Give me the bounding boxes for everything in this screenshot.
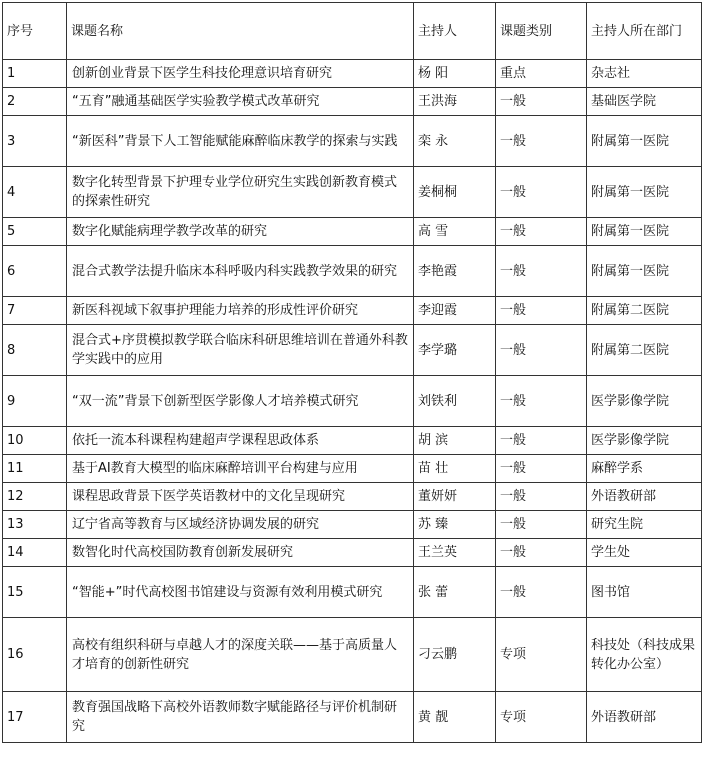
cell-category: 一般 xyxy=(496,567,587,618)
cell-title: 混合式教学法提升临床本科呼吸内科实践教学效果的研究 xyxy=(67,246,414,297)
cell-title: 数字化赋能病理学教学改革的研究 xyxy=(67,218,414,246)
cell-no: 8 xyxy=(3,325,67,376)
cell-no: 10 xyxy=(3,427,67,455)
cell-category: 重点 xyxy=(496,60,587,88)
cell-host: 刘铁利 xyxy=(414,376,496,427)
table-row xyxy=(3,246,702,297)
cell-host: 苏 臻 xyxy=(414,511,496,539)
cell-department: 附属第二医院 xyxy=(587,325,702,376)
cell-category: 一般 xyxy=(496,539,587,567)
cell-no: 17 xyxy=(3,692,67,743)
cell-host: 姜桐桐 xyxy=(414,167,496,218)
cell-no: 12 xyxy=(3,483,67,511)
table-row xyxy=(3,618,702,692)
cell-department: 杂志社 xyxy=(587,60,702,88)
header-category: 课题类别 xyxy=(496,3,587,60)
table-row xyxy=(3,455,702,483)
cell-department: 附属第一医院 xyxy=(587,218,702,246)
cell-department: 附属第一医院 xyxy=(587,116,702,167)
table-row xyxy=(3,60,702,88)
table-row xyxy=(3,297,702,325)
project-table xyxy=(2,2,702,743)
table-row xyxy=(3,116,702,167)
cell-department: 学生处 xyxy=(587,539,702,567)
cell-department: 附属第一医院 xyxy=(587,167,702,218)
cell-title: “智能+”时代高校图书馆建设与资源有效利用模式研究 xyxy=(67,567,414,618)
cell-category: 一般 xyxy=(496,427,587,455)
header-row xyxy=(3,3,702,60)
cell-department: 研究生院 xyxy=(587,511,702,539)
cell-department: 医学影像学院 xyxy=(587,376,702,427)
header-host: 主持人 xyxy=(414,3,496,60)
cell-title: 混合式+序贯模拟教学联合临床科研思维培训在普通外科教学实践中的应用 xyxy=(67,325,414,376)
cell-host: 李艳霞 xyxy=(414,246,496,297)
cell-category: 一般 xyxy=(496,325,587,376)
cell-department: 科技处（科技成果转化办公室） xyxy=(587,618,702,692)
cell-title: “新医科”背景下人工智能赋能麻醉临床教学的探索与实践 xyxy=(67,116,414,167)
cell-title: 创新创业背景下医学生科技伦理意识培育研究 xyxy=(67,60,414,88)
cell-host: 王兰英 xyxy=(414,539,496,567)
cell-title: 依托一流本科课程构建超声学课程思政体系 xyxy=(67,427,414,455)
cell-host: 王洪海 xyxy=(414,88,496,116)
cell-no: 6 xyxy=(3,246,67,297)
cell-department: 附属第一医院 xyxy=(587,246,702,297)
cell-category: 一般 xyxy=(496,511,587,539)
cell-category: 一般 xyxy=(496,297,587,325)
cell-host: 杨 阳 xyxy=(414,60,496,88)
table-row xyxy=(3,692,702,743)
cell-department: 医学影像学院 xyxy=(587,427,702,455)
cell-title: 新医科视域下叙事护理能力培养的形成性评价研究 xyxy=(67,297,414,325)
cell-host: 高 雪 xyxy=(414,218,496,246)
cell-host: 栾 永 xyxy=(414,116,496,167)
cell-category: 一般 xyxy=(496,218,587,246)
cell-no: 14 xyxy=(3,539,67,567)
cell-no: 13 xyxy=(3,511,67,539)
cell-category: 一般 xyxy=(496,88,587,116)
cell-title: 教育强国战略下高校外语教师数字赋能路径与评价机制研究 xyxy=(67,692,414,743)
cell-host: 黄 靓 xyxy=(414,692,496,743)
cell-department: 附属第二医院 xyxy=(587,297,702,325)
cell-department: 麻醉学系 xyxy=(587,455,702,483)
cell-no: 5 xyxy=(3,218,67,246)
table-row xyxy=(3,427,702,455)
cell-no: 3 xyxy=(3,116,67,167)
header-department: 主持人所在部门 xyxy=(587,3,702,60)
cell-category: 一般 xyxy=(496,376,587,427)
table-row xyxy=(3,167,702,218)
table-row xyxy=(3,376,702,427)
cell-no: 4 xyxy=(3,167,67,218)
cell-department: 外语教研部 xyxy=(587,483,702,511)
cell-host: 张 蕾 xyxy=(414,567,496,618)
table-row xyxy=(3,88,702,116)
cell-host: 董妍妍 xyxy=(414,483,496,511)
cell-department: 图书馆 xyxy=(587,567,702,618)
cell-title: 高校有组织科研与卓越人才的深度关联——基于高质量人才培育的创新性研究 xyxy=(67,618,414,692)
cell-no: 1 xyxy=(3,60,67,88)
cell-category: 专项 xyxy=(496,618,587,692)
cell-no: 9 xyxy=(3,376,67,427)
header-title: 课题名称 xyxy=(67,3,414,60)
table-row xyxy=(3,567,702,618)
header-no: 序号 xyxy=(3,3,67,60)
cell-category: 一般 xyxy=(496,246,587,297)
cell-no: 15 xyxy=(3,567,67,618)
cell-no: 11 xyxy=(3,455,67,483)
cell-title: 数字化转型背景下护理专业学位研究生实践创新教育模式的探索性研究 xyxy=(67,167,414,218)
cell-host: 胡 滨 xyxy=(414,427,496,455)
table-row xyxy=(3,539,702,567)
cell-no: 2 xyxy=(3,88,67,116)
cell-no: 16 xyxy=(3,618,67,692)
cell-title: 辽宁省高等教育与区域经济协调发展的研究 xyxy=(67,511,414,539)
cell-department: 外语教研部 xyxy=(587,692,702,743)
cell-title: “五育”融通基础医学实验教学模式改革研究 xyxy=(67,88,414,116)
table-row xyxy=(3,483,702,511)
cell-no: 7 xyxy=(3,297,67,325)
cell-host: 刁云鹏 xyxy=(414,618,496,692)
cell-host: 苗 壮 xyxy=(414,455,496,483)
cell-title: “双一流”背景下创新型医学影像人才培养模式研究 xyxy=(67,376,414,427)
cell-host: 李学璐 xyxy=(414,325,496,376)
table-row xyxy=(3,511,702,539)
table-row xyxy=(3,325,702,376)
table-row xyxy=(3,218,702,246)
cell-title: 课程思政背景下医学英语教材中的文化呈现研究 xyxy=(67,483,414,511)
cell-department: 基础医学院 xyxy=(587,88,702,116)
cell-category: 一般 xyxy=(496,455,587,483)
cell-category: 一般 xyxy=(496,483,587,511)
cell-title: 数智化时代高校国防教育创新发展研究 xyxy=(67,539,414,567)
cell-category: 一般 xyxy=(496,167,587,218)
cell-category: 专项 xyxy=(496,692,587,743)
cell-title: 基于AI教育大模型的临床麻醉培训平台构建与应用 xyxy=(67,455,414,483)
cell-host: 李迎霞 xyxy=(414,297,496,325)
cell-category: 一般 xyxy=(496,116,587,167)
